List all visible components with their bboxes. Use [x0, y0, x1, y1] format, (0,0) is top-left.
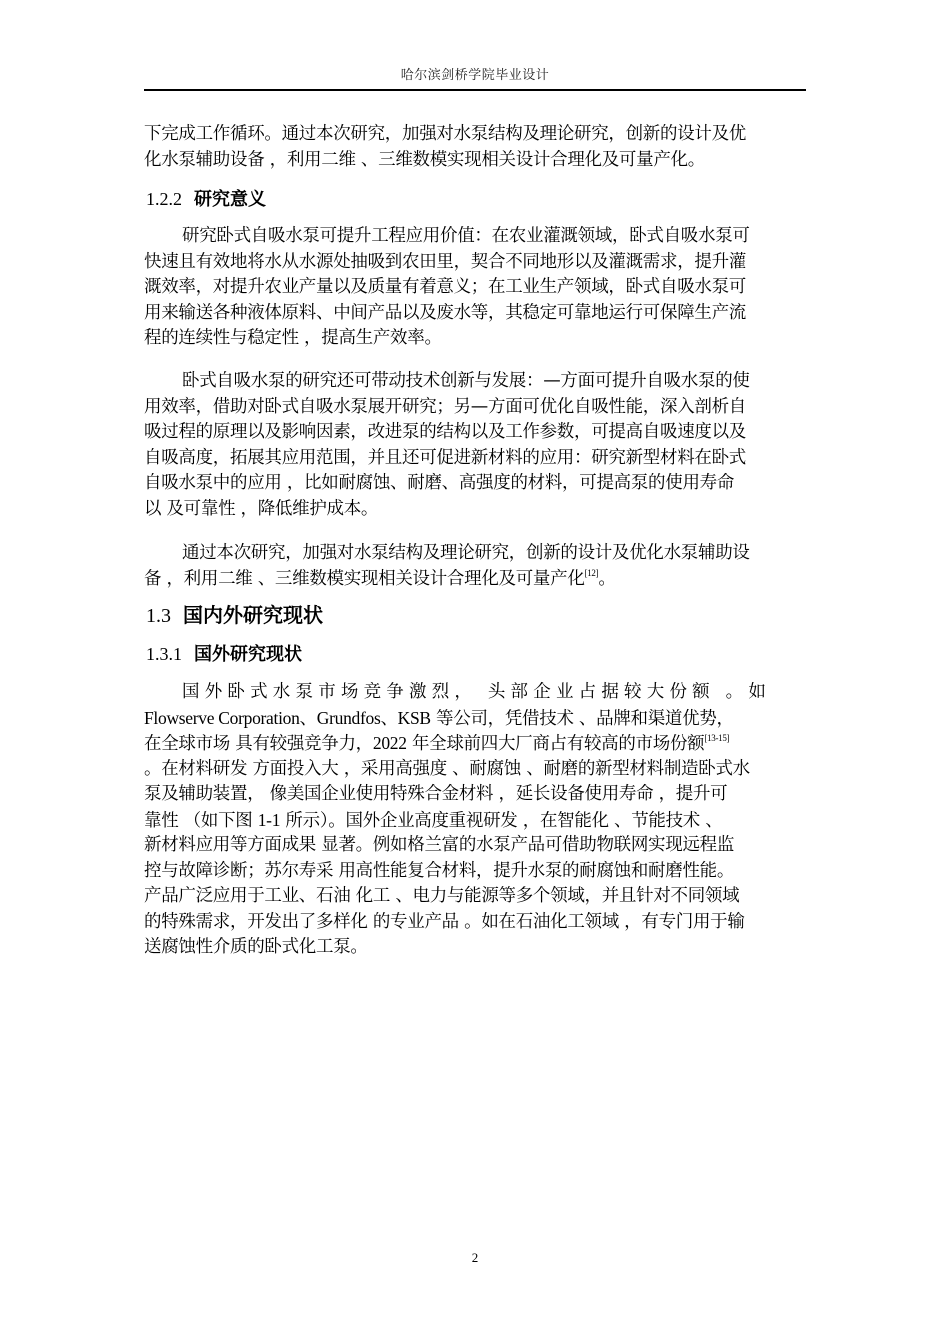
- heading-1-3: [146, 599, 323, 628]
- text-line: 以 及可靠性 ，降低维护成本。: [144, 498, 379, 519]
- figure-reference: 1-1: [257, 809, 281, 830]
- text-line: 快速且有效地将水从水源处抽吸到农田里，契合不同地形以及灌溉需求，提升灌: [144, 251, 746, 272]
- continuation-paragraph: [144, 122, 808, 173]
- text-line: Flowserve Corporation、Grundfos、KSB 等公司，凭借技术 、品牌和渠道优势，: [144, 707, 734, 729]
- text-line: 备 ，利用二维 、三维数模实现相关设计合理化及可量产化[12]。: [144, 567, 616, 589]
- text-line: 自吸水泵中的应用 ，比如耐腐蚀、耐磨、高强度的材料，可提高泵的使用寿命: [144, 473, 735, 493]
- paragraph-significance-1: [144, 224, 808, 352]
- text-line: 卧式自吸水泵的研究还可带动技术创新与发展：—方面可提升自吸水泵的使: [182, 371, 750, 391]
- page-number: 2: [471, 1250, 479, 1265]
- heading-1-3-1: [146, 640, 302, 666]
- text-line: 靠性 （如下图 1-1 所示）。国外企业高度重视研发 ，在智能化 、节能技术 、: [144, 809, 723, 831]
- paragraph-foreign-research: [144, 680, 808, 961]
- text-line: 通过本次研究，加强对水泵结构及理论研究，创新的设计及优化水泵辅助设: [182, 543, 750, 563]
- text-line: 研究卧式自吸水泵可提升工程应用价值：在农业灌溉领域，卧式自吸水泵可: [182, 226, 750, 246]
- text-line: 泵及辅助装置， 像美国企业使用特殊合金材料 ，延长设备使用寿命 ，提升可: [144, 784, 728, 804]
- text-line: 新材料应用等方面成果 显著。例如格兰富的水泵产品可借助物联网实现远程监: [144, 835, 735, 855]
- text-line: 用来输送各种液体原料、中间产品以及废水等，其稳定可靠地运行可保障生产流: [144, 302, 746, 323]
- text-line: 程的连续性与稳定性 ，提高生产效率。: [144, 328, 442, 348]
- text-line: 溉效率，对提升农业产量以及质量有着意义；在工业生产领域，卧式自吸水泵可: [144, 277, 746, 297]
- text-line: 自吸高度，拓展其应用范围，并且还可促进新材料的应用：研究新型材料在卧式: [144, 447, 746, 468]
- page-header: 哈尔滨剑桥学院毕业设计: [400, 68, 550, 83]
- text-line: 用效率，借助对卧式自吸水泵展开研究；另—方面可优化自吸性能，深入剖析自: [144, 396, 746, 417]
- paragraph-significance-2: [144, 369, 808, 522]
- text-line: 。在材料研发 方面投入大 ，采用高强度 、耐腐蚀 、耐磨的新型材料制造卧式水: [144, 758, 750, 779]
- citation: [12]: [584, 567, 599, 578]
- text-line: 送腐蚀性介质的卧式化工泵。: [144, 937, 368, 957]
- citation: [13-15]: [704, 733, 730, 743]
- paragraph-significance-3: [144, 541, 808, 592]
- heading-1-2-2: [146, 185, 266, 211]
- text-line: 控与故障诊断；苏尔寿采 用高性能复合材料，提升水泵的耐腐蚀和耐磨性能。: [144, 860, 735, 881]
- section-title: 研究意义: [194, 189, 266, 210]
- section-number: 1.2.2: [146, 189, 182, 209]
- text-line: 吸过程的原理以及影响因素，改进泵的结构以及工作参数，可提高自吸速度以及: [144, 422, 746, 442]
- section-title: 国内外研究现状: [183, 603, 323, 627]
- text-line: 的特殊需求，开发出了多样化 的专业产品 。如在石油化工领域 ，有专门用于输: [144, 911, 745, 932]
- text-line: 化水泵辅助设备 ，利用二维 、三维数模实现相关设计合理化及可量产化。: [144, 149, 705, 170]
- section-title: 国外研究现状: [194, 644, 302, 665]
- section-number: 1.3.1: [146, 644, 182, 664]
- header-rule: [144, 89, 806, 91]
- text-line: 产品广泛应用于工业、石油 化工 、电力与能源等多个领域，并且针对不同领域: [144, 886, 740, 906]
- text-line: 在全球市场 具有较强竞争力，2022 年全球前四大厂商占有较高的市场份额[13-15]: [144, 733, 730, 754]
- section-number: 1.3: [146, 605, 171, 627]
- text-line: 下完成工作循环。通过本次研究，加强对水泵结构及理论研究，创新的设计及优: [144, 124, 746, 144]
- text-line: 国外卧式水泵市场竞争激烈， 头部企业占据较大份额 。如: [182, 682, 772, 702]
